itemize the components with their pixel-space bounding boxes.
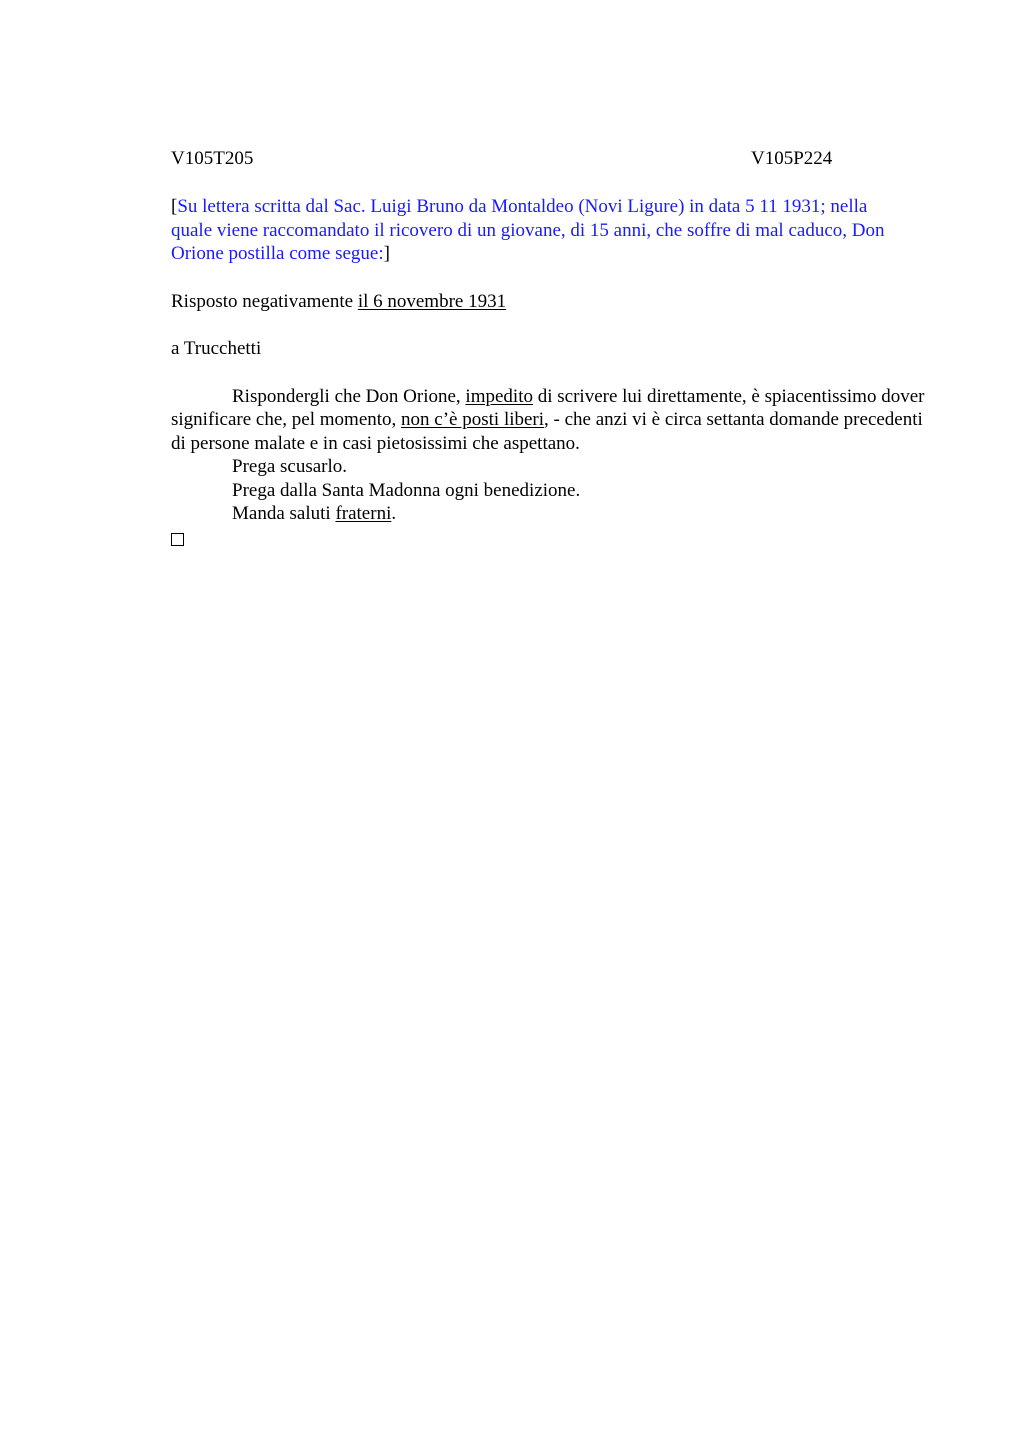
- addressee: a Trucchetti: [171, 338, 262, 359]
- editorial-close-bracket: ]: [383, 243, 390, 264]
- body-line-scusarlo: Prega scusarlo.: [232, 456, 348, 477]
- volume-text-reference: V105T205: [171, 148, 254, 169]
- document-page: [171, 147, 931, 546]
- editorial-note: [171, 195, 891, 266]
- reference-row: [171, 147, 931, 171]
- body-line4-underline: fraterni: [335, 503, 392, 524]
- editorial-open-bracket: [: [171, 196, 178, 217]
- editorial-note-text: Su lettera scritta dal Sac. Luigi Bruno da Montaldeo (Novi Ligure) in data 5 11 1931; nella quale viene raccomandato il ricovero di un giovane, di 15 anni, che soffre di mal caduco, Don Orione postilla come segue:: [171, 196, 885, 264]
- body-line4-part1: Manda saluti: [232, 503, 336, 524]
- body-line-saluti: [171, 502, 931, 526]
- body-p1-part1: Rispondergli che Don Orione,: [232, 385, 466, 407]
- volume-page-reference: V105P224: [751, 148, 833, 169]
- body-p1-part2: di scrivere lui direttamente, è spiacentissimo dover significare che, pel momento,: [171, 385, 925, 430]
- reply-date: il 6 novembre 1931: [357, 290, 507, 312]
- end-of-document-box-icon: [171, 533, 184, 546]
- body-paragraph-1: [171, 385, 931, 456]
- reply-text: Risposto negativamente: [171, 290, 358, 312]
- body-line4-part2: .: [391, 503, 397, 524]
- reply-line: [171, 290, 931, 314]
- body-line-benedizione: Prega dalla Santa Madonna ogni benedizione.: [232, 479, 581, 501]
- body-p1-underline-impedito: impedito: [465, 385, 533, 407]
- body-p1-underline-posti: non c’è posti liberi: [401, 409, 545, 430]
- body-p1-part3: , - che anzi vi è circa settanta domande precedenti di persone malate e in casi pietosissimi che aspettano.: [171, 409, 923, 454]
